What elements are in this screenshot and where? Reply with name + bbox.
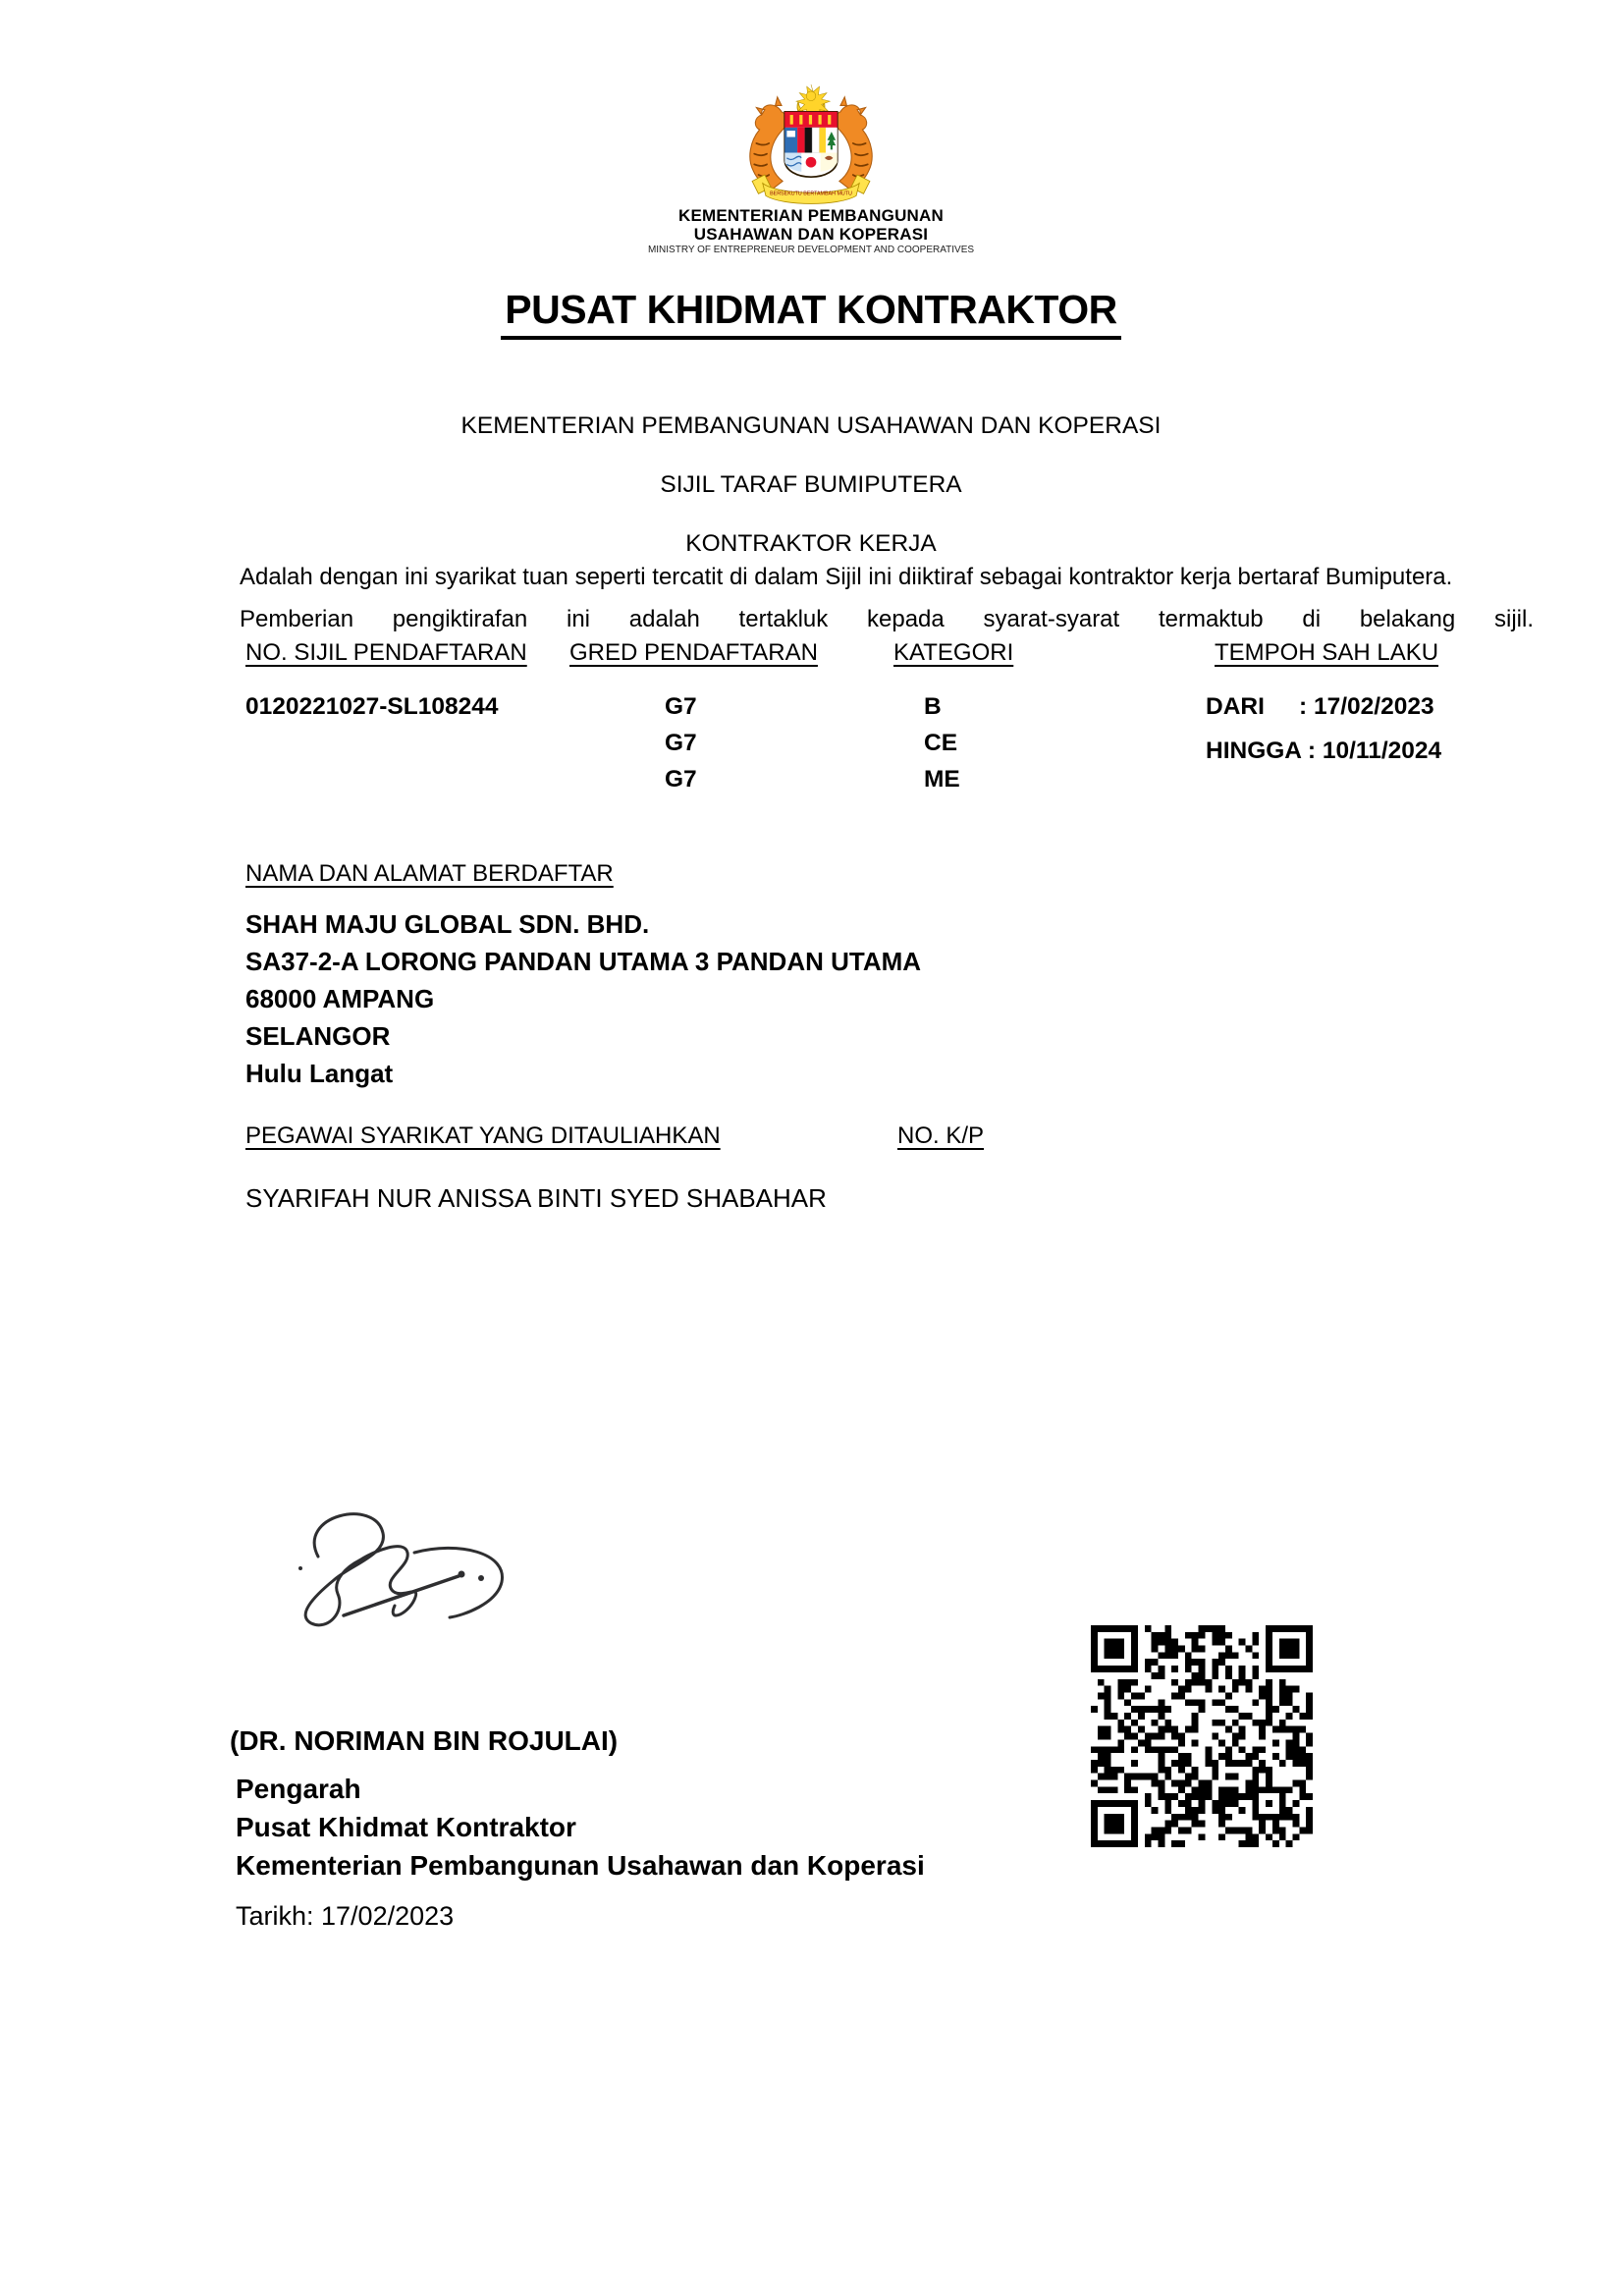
intro-line-2: Pemberian pengiktirafan ini adalah tertakluk kepada syarat-syarat termaktub di belakang sijil.: [240, 606, 1534, 632]
ministry-name-english: MINISTRY OF ENTREPRENEUR DEVELOPMENT AND COOPERATIVES: [647, 245, 975, 255]
subtitle-line-3: KONTRAKTOR KERJA: [685, 530, 937, 557]
subtitle-line-1: KEMENTERIAN PEMBANGUNAN USAHAWAN DAN KOPERASI: [460, 412, 1162, 439]
signature: [257, 1496, 581, 1669]
tiger-left-icon: [750, 97, 787, 189]
kategori-row-2: CE: [924, 730, 958, 756]
section-pegawai: PEGAWAI SYARIKAT YANG DITAULIAHKAN: [245, 1122, 721, 1149]
section-no-kp: NO. K/P: [897, 1122, 985, 1149]
header-kategori: KATEGORI: [893, 639, 1014, 666]
subtitle-line-2: SIJIL TARAF BUMIPUTERA: [660, 471, 962, 498]
header-no-sijil: NO. SIJIL PENDAFTARAN: [245, 639, 527, 666]
address-line-2: 68000 AMPANG: [245, 984, 435, 1013]
document-title: PUSAT KHIDMAT KONTRAKTOR: [501, 287, 1120, 340]
validity-from-label: DARI: [1206, 693, 1265, 720]
kategori-row-3: ME: [924, 766, 960, 793]
motto-text: BERSEKUTU BERTAMBAH MUTU: [770, 191, 852, 197]
qr-code: [1091, 1625, 1313, 1847]
certificate-subtitle: [0, 397, 1622, 574]
validity-until-label: HINGGA: [1206, 738, 1302, 764]
intro-line-1: Adalah dengan ini syarikat tuan seperti tercatit di dalam Sijil ini diiktiraf sebagai kontraktor kerja bertaraf Bumiputera.: [240, 564, 1453, 590]
gred-row-1: G7: [665, 693, 697, 720]
header-gred: GRED PENDAFTARAN: [569, 639, 818, 666]
tiger-right-icon: [835, 97, 872, 189]
address-line-1: SA37-2-A LORONG PANDAN UTAMA 3 PANDAN UTAMA: [245, 947, 922, 976]
validity-until-value: : 10/11/2024: [1307, 738, 1442, 764]
certificate-number: 0120221027-SL108244: [245, 693, 499, 720]
gred-row-3: G7: [665, 766, 697, 793]
kategori-row-1: B: [924, 693, 942, 720]
signatory-org-line2: Kementerian Pembangunan Usahawan dan Koperasi: [236, 1850, 925, 1881]
title-row: [0, 287, 1622, 340]
validity-from-value: : 17/02/2023: [1299, 693, 1434, 720]
signatory-name: (DR. NORIMAN BIN ROJULAI): [230, 1725, 619, 1756]
issue-date: Tarikh: 17/02/2023: [236, 1901, 455, 1931]
ministry-name-line1: KEMENTERIAN PEMBANGUNAN: [678, 206, 944, 225]
validity-from: [1206, 693, 1434, 721]
address-line-3: SELANGOR: [245, 1021, 391, 1051]
signatory-org-line1: Pusat Khidmat Kontraktor: [236, 1812, 576, 1842]
ministry-logo-block: [0, 84, 1622, 256]
signature-icon: [257, 1496, 581, 1665]
malaysia-coat-of-arms-icon: [727, 84, 895, 204]
intro-paragraph: [240, 556, 1534, 640]
section-nama-alamat: NAMA DAN ALAMAT BERDAFTAR: [245, 860, 614, 887]
header-tempoh: TEMPOH SAH LAKU: [1215, 639, 1439, 666]
officer-name: SYARIFAH NUR ANISSA BINTI SYED SHABAHAR: [245, 1183, 827, 1213]
ministry-name-line2: USAHAWAN DAN KOPERASI: [693, 225, 929, 244]
address-line-4: Hulu Langat: [245, 1059, 394, 1088]
signatory-title: Pengarah: [236, 1774, 361, 1804]
company-name: SHAH MAJU GLOBAL SDN. BHD.: [245, 909, 650, 939]
validity-until: [1206, 738, 1441, 765]
shield-icon: [784, 112, 838, 177]
qr-code-svg: [1091, 1625, 1313, 1847]
gred-row-2: G7: [665, 730, 697, 756]
